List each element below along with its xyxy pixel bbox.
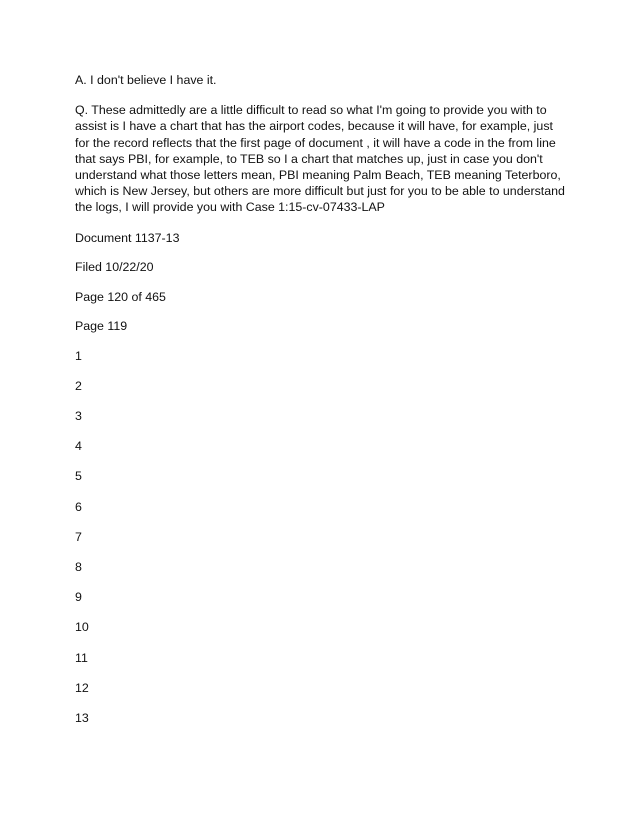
line-number: 4: [75, 439, 82, 454]
page-label: Page 119: [75, 319, 128, 334]
line-number: 1: [75, 348, 82, 363]
line-number: 6: [75, 499, 82, 514]
document-page: [75, 72, 570, 740]
answer-text: A. I don't believe I have it.: [75, 73, 217, 87]
line-number: 7: [75, 529, 82, 544]
question-text: Q. These admittedly are a little difficult to read so what I'm going to provide you with to assist is I have a chart that has the airport codes, because it will have, for example, just for the record reflects that the first page of document , it will have a code in the from line that says PBI, for example, to TEB so I a chart that matches up, just in case you don't understand what those letters mean, PBI meaning Palm Beach, TEB meaning Teterboro, which is New Jersey, but others are more difficult but just for you to be able to understand the logs, I will provide you with Case 1:15-cv-07433-LAP: [75, 103, 565, 215]
filed-date: Filed 10/22/20: [75, 260, 154, 275]
line-number: 10: [75, 620, 89, 635]
line-number: 8: [75, 559, 82, 574]
line-number: 5: [75, 469, 82, 484]
spacer: [75, 216, 570, 230]
line-number: 2: [75, 378, 82, 393]
line-number: 13: [75, 710, 89, 725]
line-number: 9: [75, 590, 82, 605]
document-number: Document 1137-13: [75, 230, 180, 245]
page-of-total: Page 120 of 465: [75, 289, 166, 304]
case-header: [75, 230, 570, 335]
line-number: 11: [75, 650, 88, 665]
line-number: 12: [75, 680, 89, 695]
spacer: [75, 88, 570, 102]
line-numbers: [75, 348, 570, 726]
line-number: 3: [75, 409, 82, 423]
